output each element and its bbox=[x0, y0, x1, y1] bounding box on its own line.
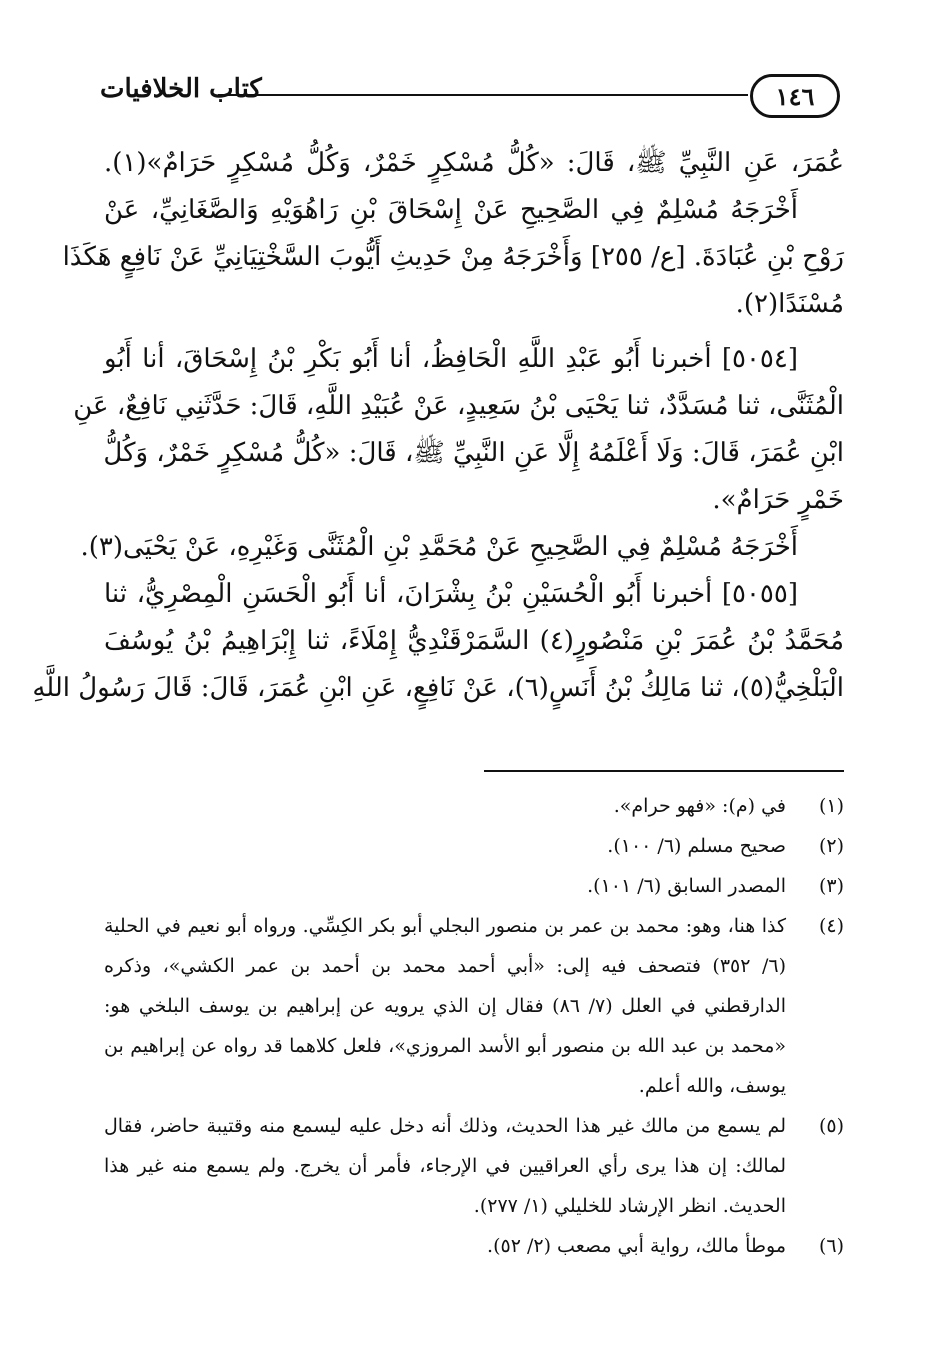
footnote-line: لمالك: إن هذا يرى رأي العراقيين في الإرجاء، فأمر أن يخرج. ولم يسمع منه غير هذا bbox=[104, 1155, 786, 1177]
footnote-line: الحديث. انظر الإرشاد للخليلي (١/ ٢٧٧). bbox=[473, 1195, 786, 1217]
footnote-line: موطأ مالك، رواية أبي مصعب (٢/ ٥٢). bbox=[487, 1235, 786, 1257]
page-header bbox=[100, 72, 840, 128]
main-text bbox=[32, 140, 844, 712]
footnote bbox=[104, 1106, 844, 1226]
footnote bbox=[104, 866, 844, 906]
footnote-line: المصدر السابق (٦/ ١٠١). bbox=[587, 875, 786, 897]
footnote-line: في (م): «فهو حرام». bbox=[613, 795, 786, 817]
text-line: ابْنِ عُمَرَ، قَالَ: وَلَا أَعْلَمُهُ إِلَّا عَنِ النَّبِيِّ ﷺ، قَالَ: «كُلُّ مُسْكِرٍ خَمْرٌ، وَكُلُّ bbox=[103, 438, 844, 468]
footnote-number: (٣) bbox=[818, 875, 844, 897]
footnotes bbox=[104, 786, 844, 1266]
footnote-number: (٢) bbox=[818, 835, 844, 857]
footnote-line: الدارقطني في العلل (٧/ ٨٦) فقال إن الذي يرويه عن إبراهيم بن يوسف البلخي هو: bbox=[104, 995, 786, 1017]
footnote-line: «محمد بن عبد الله بن منصور أبو الأسد المروزي»، فلعل كلاهما قد رواه عن إبراهيم بن bbox=[104, 1035, 786, 1057]
text-line: [٥٠٥٤] أخبرنا أَبُو عَبْدِ اللَّهِ الْحَافِظُ، أنا أَبُو بَكْرِ بْنُ إِسْحَاقَ، أنا أَبُو bbox=[104, 344, 798, 374]
footnote bbox=[104, 826, 844, 866]
footnote-line: كذا هنا، وهو: محمد بن عمر بن منصور البجلي أبو بكر الكِسِّي. ورواه أبو نعيم في الحلية bbox=[104, 915, 786, 937]
text-line: مُسْنَدًا(٢). bbox=[735, 289, 844, 319]
footnote bbox=[104, 1226, 844, 1266]
header-rule bbox=[218, 94, 748, 96]
footnote-separator bbox=[484, 770, 844, 772]
text-line: خَمْرٍ حَرَامٌ». bbox=[712, 485, 844, 515]
text-line: عُمَرَ، عَنِ النَّبِيِّ ﷺ، قَالَ: «كُلُّ مُسْكِرٍ خَمْرٌ، وَكُلُّ مُسْكِرٍ حَرَامٌ»(١). bbox=[104, 148, 844, 178]
page-number: ١٤٦ bbox=[750, 74, 840, 118]
text-line: رَوْحِ بْنِ عُبَادَةَ. [ع/ ٢٥٥] وَأَخْرَجَهُ مِنْ حَدِيثِ أَيُّوبَ السَّخْتِيَانِيِّ عَنْ نَافِعٍ هَكَذَا bbox=[62, 242, 844, 272]
text-line: مُحَمَّدُ بْنُ عُمَرَ بْنِ مَنْصُورٍ(٤) السَّمَرْقَنْدِيُّ إِمْلَاءً، ثنا إِبْرَاهِيمُ بْنُ يُوسُفَ bbox=[104, 626, 844, 656]
footnote-line: لم يسمع من مالك غير هذا الحديث، وذلك أنه دخل عليه ليسمع منه وقتيبة حاضر، فقال bbox=[104, 1115, 786, 1137]
text-line: الْمُثَنَّى، ثنا مُسَدَّدٌ، ثنا يَحْيَى بْنُ سَعِيدٍ، عَنْ عُبَيْدِ اللَّهِ، قَالَ: حَدَّثَنِي نَافِعٌ، عَنِ bbox=[73, 391, 844, 421]
footnote bbox=[104, 786, 844, 826]
footnote-line: (٦/ ٣٥٢) فتصحف فيه إلى: «أبي أحمد محمد بن أحمد بن عمر الكشي»، وذكره bbox=[104, 955, 786, 977]
text-line: أَخْرَجَهُ مُسْلِمٌ فِي الصَّحِيحِ عَنْ مُحَمَّدِ بْنِ الْمُثَنَّى وَغَيْرِهِ، عَنْ يَحْيَى(٣). bbox=[80, 532, 798, 562]
text-line: [٥٠٥٥] أخبرنا أَبُو الْحُسَيْنِ بْنُ بِشْرَانَ، أنا أَبُو الْحَسَنِ الْمِصْرِيُّ، ثنا bbox=[104, 579, 798, 609]
footnote-line: صحيح مسلم (٦/ ١٠٠). bbox=[607, 835, 786, 857]
text-line: الْبَلْخِيُّ(٥)، ثنا مَالِكُ بْنُ أَنَسٍ(٦)، عَنْ نَافِعٍ، عَنِ ابْنِ عُمَرَ، قَالَ: قَالَ رَسُولُ اللَّهِ bbox=[32, 673, 844, 703]
footnote-number: (٥) bbox=[818, 1115, 844, 1137]
footnote-number: (٤) bbox=[818, 915, 844, 937]
book-title: كتاب الخلافيات bbox=[100, 74, 262, 104]
footnote-number: (١) bbox=[818, 795, 844, 817]
footnote bbox=[104, 906, 844, 1106]
footnote-line: يوسف، والله أعلم. bbox=[638, 1075, 786, 1097]
footnote-number: (٦) bbox=[818, 1235, 844, 1257]
text-line: أَخْرَجَهُ مُسْلِمٌ فِي الصَّحِيحِ عَنْ إِسْحَاقَ بْنِ رَاهُوَيْهِ وَالصَّغَانِيِّ، عَنْ bbox=[104, 195, 798, 225]
